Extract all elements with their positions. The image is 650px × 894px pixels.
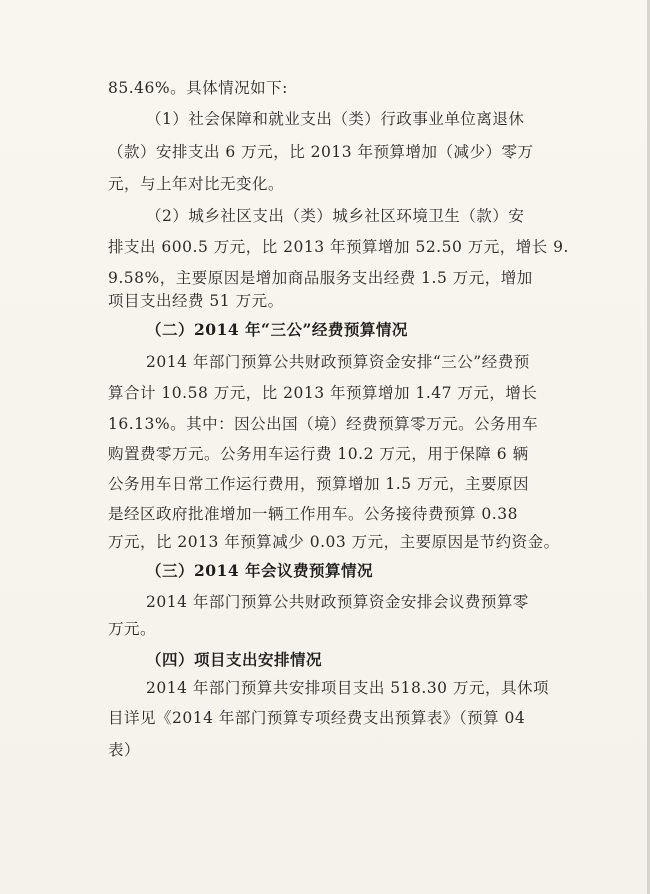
section-heading-3: （三）2014 年会议费预算情况 bbox=[146, 561, 374, 580]
text-line-8: 项目支出经费 51 万元。 bbox=[108, 292, 284, 310]
text-line-12: 16.13%。其中：因公出国（境）经费预算零万元。公务用车 bbox=[108, 415, 539, 433]
text-line-16: 万元，比 2013 年预算减少 0.03 万元，主要原因是节约资金。 bbox=[108, 533, 560, 551]
text-line-23: 表） bbox=[108, 741, 141, 759]
text-line-15: 是经区政府批准增加一辆工作用车。公务接待费预算 0.38 bbox=[108, 505, 518, 523]
text-line-14: 公务用车日常工作运行费用，预算增加 1.5 万元，主要原因 bbox=[108, 475, 530, 493]
text-line-11: 算合计 10.58 万元，比 2013 年预算增加 1.47 万元，增长 bbox=[108, 384, 538, 402]
text-line-18: 2014 年部门预算公共财政预算资金安排会议费预算零 bbox=[146, 593, 529, 611]
section-heading-4: （四）项目支出安排情况 bbox=[146, 650, 323, 669]
text-line-1: 85.46%。具体情况如下: bbox=[108, 79, 288, 97]
text-line-10: 2014 年部门预算公共财政预算资金安排“三公”经费预 bbox=[146, 353, 530, 371]
text-line-22: 目详见《2014 年部门预算专项经费支出预算表》（预算 04 bbox=[108, 709, 526, 727]
text-line-13: 购置费零万元。公务用车运行费 10.2 万元，用于保障 6 辆 bbox=[108, 445, 529, 463]
text-line-5: （2）城乡社区支出（类）城乡社区环境卫生（款）安 bbox=[146, 207, 525, 225]
text-line-7: 9.58%，主要原因是增加商品服务支出经费 1.5 万元，增加 bbox=[108, 269, 533, 287]
text-line-3: （款）安排支出 6 万元，比 2013 年预算增加（减少）零万 bbox=[108, 143, 534, 161]
text-line-6: 排支出 600.5 万元，比 2013 年预算增加 52.50 万元，增长 9. bbox=[108, 238, 569, 256]
text-line-2: （1）社会保障和就业支出（类）行政事业单位离退休 bbox=[146, 110, 525, 128]
text-line-21: 2014 年部门预算共安排项目支出 518.30 万元，具休项 bbox=[146, 679, 549, 697]
text-line-19: 万元。 bbox=[108, 620, 157, 638]
text-line-4: 元，与上年对比无变化。 bbox=[108, 175, 285, 193]
section-heading-2: （二）2014 年“三公”经费预算情况 bbox=[146, 320, 408, 339]
